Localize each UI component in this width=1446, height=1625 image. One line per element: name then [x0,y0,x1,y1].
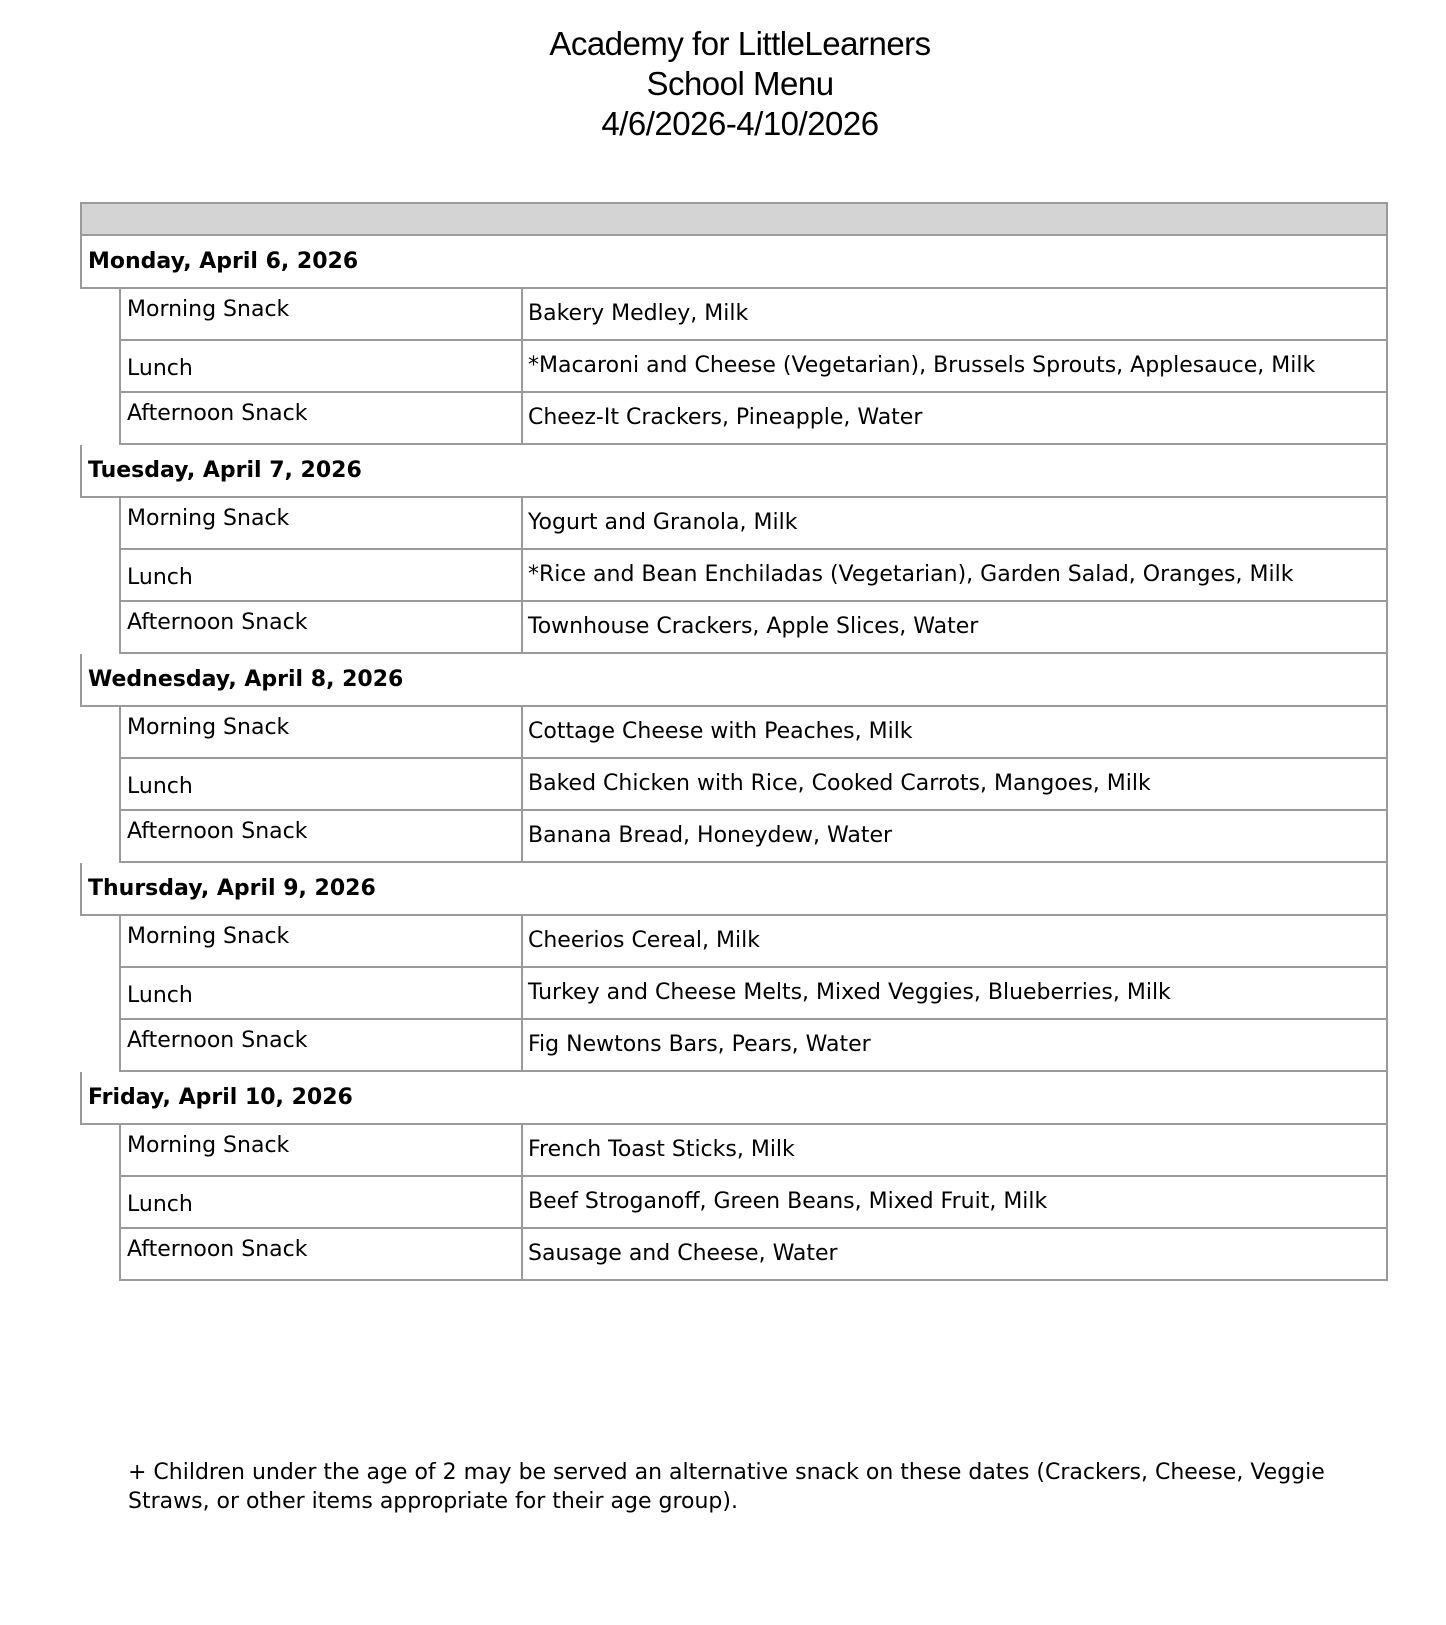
meal-label: Afternoon Snack [121,1229,523,1279]
meal-items: Cheerios Cereal, Milk [528,928,760,953]
meal-row-tuesday-afternoon-snack [119,602,1388,654]
meal-row-tuesday-lunch [119,550,1388,602]
meal-label: Lunch [121,759,523,809]
page-title: School Menu [646,65,834,102]
meal-row-wednesday-morning-snack [119,707,1388,759]
meal-label: Afternoon Snack [121,811,523,861]
meal-label: Lunch [121,1177,523,1227]
meal-row-monday-afternoon-snack [119,393,1388,445]
meal-row-wednesday-lunch [119,759,1388,811]
meal-label: Morning Snack [121,707,523,757]
day-header-thursday: Thursday, April 9, 2026 [80,863,1388,916]
meal-label: Lunch [121,341,523,391]
meal-row-monday-morning-snack [119,289,1388,341]
day-header-wednesday: Wednesday, April 8, 2026 [80,654,1388,707]
meal-row-monday-lunch [119,341,1388,393]
meal-items: Fig Newtons Bars, Pears, Water [528,1032,871,1057]
meal-row-friday-afternoon-snack [119,1229,1388,1281]
meal-items: Yogurt and Granola, Milk [528,510,798,535]
meal-label: Lunch [121,968,523,1018]
day-header-friday: Friday, April 10, 2026 [80,1072,1388,1125]
meal-label: Afternoon Snack [121,1020,523,1070]
meal-items: *Rice and Bean Enchiladas (Vegetarian), Garden Salad, Oranges, Milk [528,562,1294,587]
day-header-tuesday: Tuesday, April 7, 2026 [80,445,1388,498]
date-range: 4/6/2026-4/10/2026 [601,105,879,142]
meal-row-thursday-afternoon-snack [119,1020,1388,1072]
meal-items: Sausage and Cheese, Water [528,1241,838,1266]
table-header-bar [80,202,1388,236]
meal-label: Morning Snack [121,498,523,548]
meal-row-tuesday-morning-snack [119,498,1388,550]
meal-items: Bakery Medley, Milk [528,301,749,326]
meal-row-friday-morning-snack [119,1125,1388,1177]
meal-label: Afternoon Snack [121,393,523,443]
meal-row-thursday-morning-snack [119,916,1388,968]
meal-items: Cottage Cheese with Peaches, Milk [528,719,913,744]
meal-items: Baked Chicken with Rice, Cooked Carrots, Mangoes, Milk [528,771,1151,796]
meal-items: French Toast Sticks, Milk [528,1137,795,1162]
footnote: + Children under the age of 2 may be served an alternative snack on these dates (Crackers, Cheese, Veggie Straws, or other items appropriate for their age group). [128,1460,1325,1514]
meal-row-thursday-lunch [119,968,1388,1020]
meal-items: Turkey and Cheese Melts, Mixed Veggies, Blueberries, Milk [528,980,1171,1005]
meal-items: Cheez-It Crackers, Pineapple, Water [528,405,923,430]
meal-label: Morning Snack [121,289,523,339]
meal-label: Lunch [121,550,523,600]
school-name: Academy for LittleLearners [549,25,931,62]
meal-label: Afternoon Snack [121,602,523,652]
meal-items: Banana Bread, Honeydew, Water [528,823,893,848]
meal-row-friday-lunch [119,1177,1388,1229]
day-header-monday: Monday, April 6, 2026 [80,236,1388,289]
meal-items: *Macaroni and Cheese (Vegetarian), Brussels Sprouts, Applesauce, Milk [528,353,1316,378]
meal-items: Beef Stroganoff, Green Beans, Mixed Fruit, Milk [528,1189,1048,1214]
meal-label: Morning Snack [121,916,523,966]
meal-row-wednesday-afternoon-snack [119,811,1388,863]
meal-label: Morning Snack [121,1125,523,1175]
meal-items: Townhouse Crackers, Apple Slices, Water [528,614,979,639]
menu-table [80,202,1388,1281]
document-title-block [0,24,1446,144]
